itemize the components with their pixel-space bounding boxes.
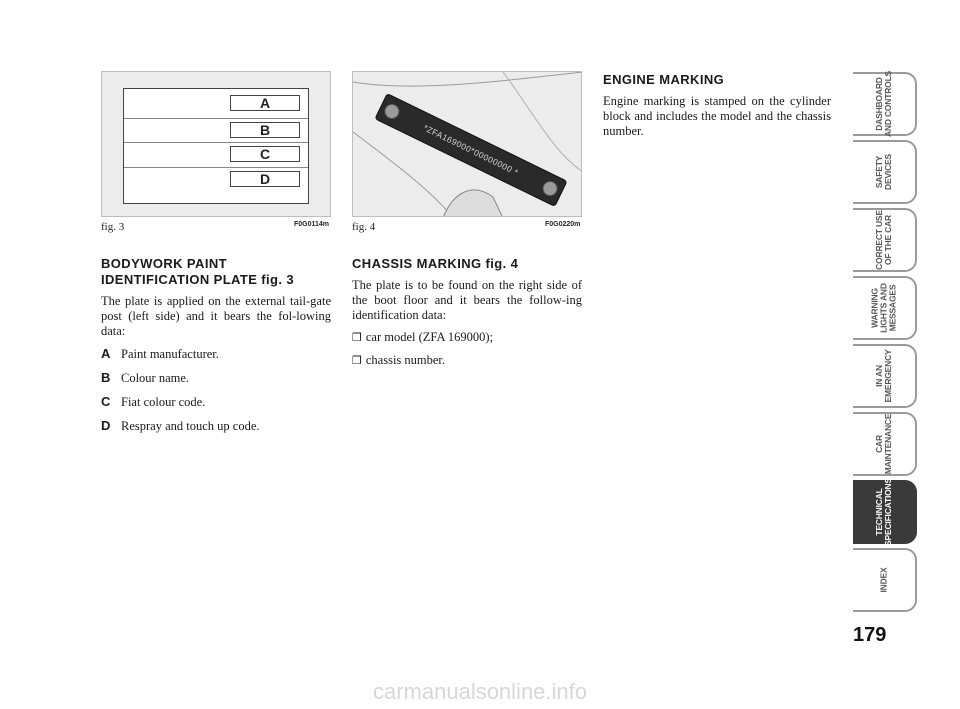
tab-technical-specifications[interactable]: TECHNICAL SPECIFICATIONS xyxy=(853,480,917,544)
chassis-plate-illustration xyxy=(353,72,582,217)
plate-label-c: C xyxy=(230,146,300,162)
list-item: D Respray and touch up code. xyxy=(101,418,260,433)
figure-3-caption: fig. 3 xyxy=(101,221,125,233)
page-number: 179 xyxy=(853,624,887,646)
plate-label-b: B xyxy=(230,122,300,138)
list-item: ❒ chassis number. xyxy=(352,353,446,367)
figure-3 xyxy=(101,71,331,217)
list-item: B Colour name. xyxy=(101,370,190,385)
checkbox-bullet-icon: ❒ xyxy=(352,331,362,344)
tab-warning-lights[interactable]: WARNING LIGHTS AND MESSAGES xyxy=(853,276,917,340)
chassis-marking-section xyxy=(352,256,582,376)
list-item: ❒ car model (ZFA 169000); xyxy=(352,330,494,344)
engine-marking-text: Engine marking is stamped on the cylinder block and includes the model and the chassis number. xyxy=(603,94,831,138)
tab-in-an-emergency[interactable]: IN AN EMERGENCY xyxy=(853,344,917,408)
watermark: carmanualsonline.info xyxy=(372,679,588,704)
bodywork-paint-section xyxy=(101,256,331,442)
tab-safety-devices[interactable]: SAFETY DEVICES xyxy=(853,140,917,204)
plate-label-d: D xyxy=(230,171,300,187)
figure-4-code: F0G0220m xyxy=(545,221,581,228)
chassis-marking-heading: CHASSIS MARKING fig. 4 xyxy=(352,256,519,271)
chassis-marking-intro: The plate is to be found on the right side of the boot floor and it bears the follow-ing identification data: xyxy=(352,278,582,322)
tab-dashboard-and-controls[interactable]: DASHBOARD AND CONTROLS xyxy=(853,72,917,136)
list-item: C Fiat colour code. xyxy=(101,394,206,409)
plate-label-a: A xyxy=(230,95,300,111)
figure-4 xyxy=(352,71,582,217)
tab-correct-use[interactable]: CORRECT USE OF THE CAR xyxy=(853,208,917,272)
paint-identification-plate xyxy=(123,88,309,204)
engine-marking-heading: ENGINE MARKING xyxy=(603,72,725,87)
figure-4-caption: fig. 4 xyxy=(352,221,376,233)
tab-index[interactable]: INDEX xyxy=(853,548,917,612)
tab-car-maintenance[interactable]: CAR MAINTENANCE xyxy=(853,412,917,476)
list-item: A Paint manufacturer. xyxy=(101,346,219,361)
engine-marking-section xyxy=(603,72,831,146)
bodywork-paint-intro: The plate is applied on the external tail-gate post (left side) and it bears the fol-lowing data: xyxy=(101,294,331,338)
checkbox-bullet-icon: ❒ xyxy=(352,354,362,367)
chassis-stamp-text: *ZFA169000*00000000 * xyxy=(421,122,521,178)
bodywork-paint-heading: BODYWORK PAINT IDENTIFICATION PLATE fig. 3 xyxy=(101,256,295,287)
figure-3-code: F0G0114m xyxy=(294,221,330,228)
